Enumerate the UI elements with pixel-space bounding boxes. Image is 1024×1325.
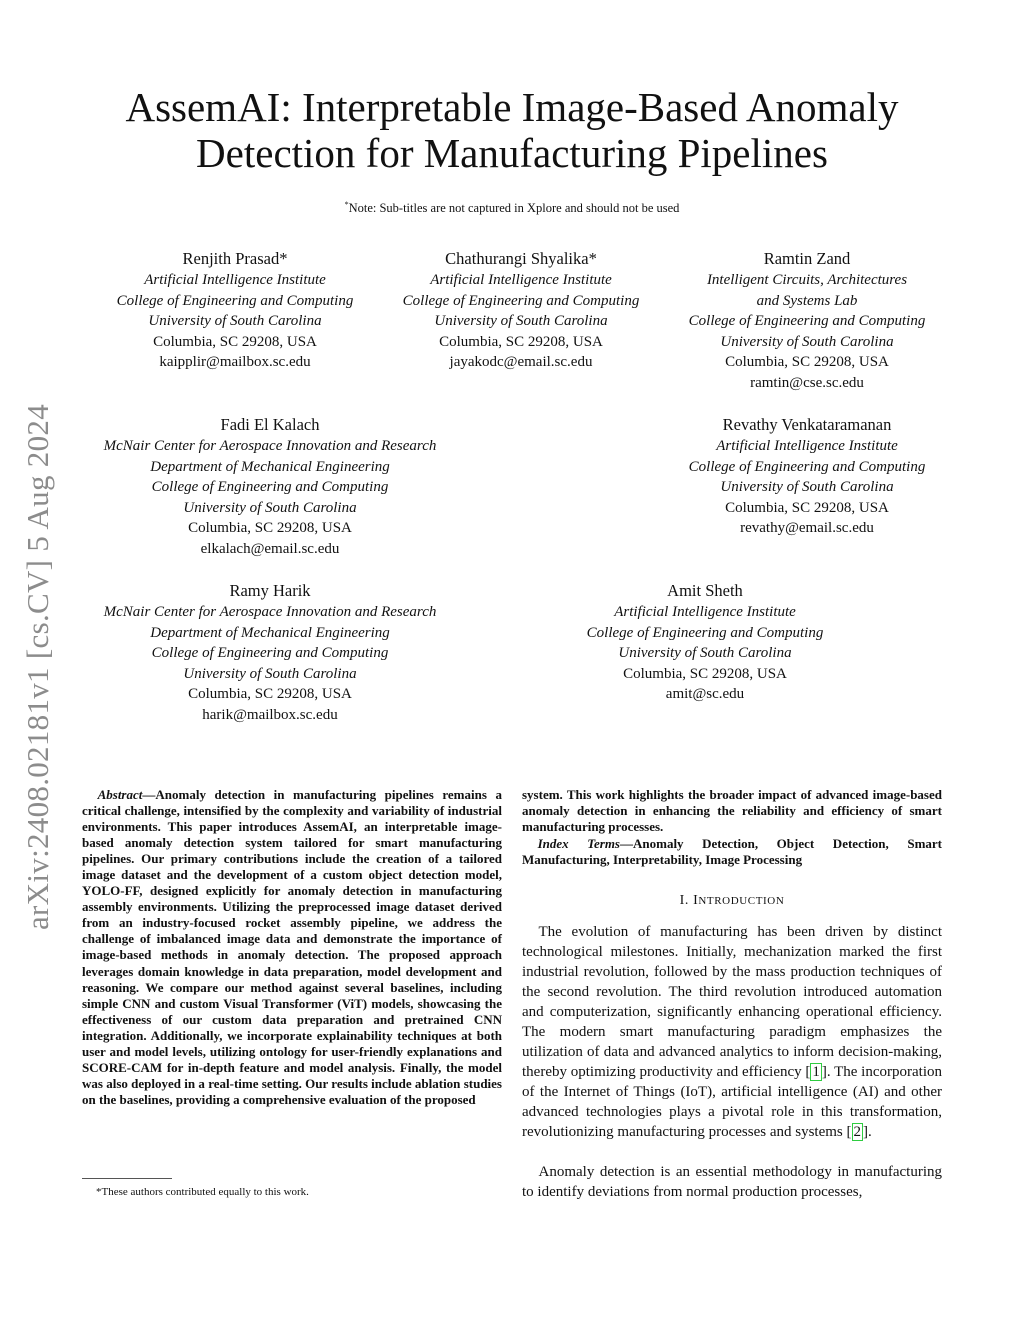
author-location: Columbia, SC 29208, USA <box>623 665 787 682</box>
author-block <box>662 248 952 394</box>
author-affiliation: Artificial Intelligence Institute <box>716 438 898 454</box>
author-affiliation: University of South Carolina <box>183 499 357 516</box>
intro-paragraph <box>522 922 942 1143</box>
author-email[interactable]: elkalach@email.sc.edu <box>200 540 340 557</box>
author-block <box>662 414 952 539</box>
author-name: Fadi El Kalach <box>220 415 320 434</box>
author-affiliation: Artificial Intelligence Institute <box>144 272 326 288</box>
author-affiliation: Artificial Intelligence Institute <box>430 272 612 288</box>
section-title-initial: I <box>693 893 699 908</box>
author-affiliation: College of Engineering and Computing <box>688 458 926 475</box>
author-name: Revathy Venkataramanan <box>722 415 892 434</box>
author-email[interactable]: amit@sc.edu <box>665 686 745 703</box>
intro-text: ]. The incorporation of the Internet of Things (IoT), artificial intelligence (AI) and other advanced technologies plays a pivotal role in this transformation, revolutionizing manufacturing processes and systems [ <box>522 1064 942 1141</box>
author-name: Ramtin Zand <box>763 249 851 268</box>
author-location: Columbia, SC 29208, USA <box>725 354 889 371</box>
author-location: Columbia, SC 29208, USA <box>439 333 603 350</box>
author-affiliation: University of South Carolina <box>720 333 894 350</box>
author-location: Columbia, SC 29208, USA <box>725 499 889 516</box>
author-affiliation: College of Engineering and Computing <box>688 313 926 330</box>
index-terms <box>522 836 942 868</box>
title-line-2: Detection for Manufacturing Pipelines <box>196 130 828 176</box>
abstract-continuation: system. This work highlights the broader impact of advanced image-based anomaly detection in enhancing the reliability and efficiency of smart manufacturing processes. <box>522 787 942 835</box>
index-terms-label: Index Terms <box>537 836 620 851</box>
author-affiliation: and Systems Lab <box>756 292 858 309</box>
paper-title <box>90 84 934 176</box>
author-location: Columbia, SC 29208, USA <box>188 686 352 703</box>
section-number: I. <box>679 893 689 908</box>
abstract-text: —Anomaly detection in manufacturing pipelines remains a critical challenge, intensified by the complexity and variability of industrial environments. This paper introduces AssemAI, an interpretable image-based anomaly detection system tailored for smart manufacturing pipelines. Our primary contributions include the creation of a tailored image dataset and the development of a custom object detection model, YOLO-FF, designed explicitly for anomaly detection in manufacturing assembly environments. Utilizing the preprocessed image dataset derived from an industry-focused rocket assembly pipeline, we address the challenge of imbalanced image data and demonstrate the importance of image-based methods in anomaly detection. The proposed approach leverages domain knowledge in data preparation, model development and reasoning. We compare our method against several baselines, including simple CNN and custom Visual Transformer (ViT) models, showcasing the effectiveness of our custom data preparation and pretrained CNN integration. Additionally, we incorporate explainability techniques at both user and model levels, utilizing ontology for user-friendly explanations and SCORE-CAM for in-depth feature and model analysis. Finally, the model was also deployed in a real-time setting. Our results include ablation studies on the baselines, providing a comprehensive evaluation of the proposed <box>82 787 502 1107</box>
author-affiliation: Intelligent Circuits, Architectures <box>706 272 908 288</box>
author-name: Ramy Harik <box>229 581 311 600</box>
author-email[interactable]: revathy@email.sc.edu <box>740 520 874 537</box>
title-line-1: AssemAI: Interpretable Image-Based Anomaly <box>125 84 899 130</box>
author-affiliation: McNair Center for Aerospace Innovation and Research <box>103 604 437 620</box>
author-block <box>70 580 470 726</box>
author-block <box>90 248 380 373</box>
author-affiliation: College of Engineering and Computing <box>151 645 389 662</box>
subtitle-note <box>200 200 824 216</box>
author-affiliation: Department of Mechanical Engineering <box>150 458 390 475</box>
intro-paragraph: Anomaly detection is an essential methodology in manufacturing to identify deviations from normal production processes, <box>522 1164 942 1201</box>
intro-text: The evolution of manufacturing has been driven by distinct technological milestones. Initially, mechanization marked the first industrial revolution, followed by the mass production techniques of the second revolution. The third revolution introduced automation and computerization, significantly enhancing operational efficiency. The modern smart manufacturing paradigm emphasizes the utilization of data and advanced analytics to inform decision-making, thereby optimizing productivity and efficiency [ <box>522 924 942 1081</box>
author-block <box>560 580 850 705</box>
author-affiliation: College of Engineering and Computing <box>402 292 640 309</box>
author-email[interactable]: harik@mailbox.sc.edu <box>202 706 338 723</box>
author-block <box>70 414 470 560</box>
author-affiliation: University of South Carolina <box>434 313 608 330</box>
author-affiliation: University of South Carolina <box>148 313 322 330</box>
index-terms-text: —Anomaly Detection, Object Detection, Smart Manufacturing, Interpretability, Image Processing <box>522 836 943 868</box>
note-marker: * <box>344 200 349 209</box>
author-name: Amit Sheth <box>667 581 743 600</box>
author-location: Columbia, SC 29208, USA <box>188 520 352 537</box>
section-heading <box>522 893 942 909</box>
intro-text: ]. <box>863 1124 872 1141</box>
author-name: Chathurangi Shyalika* <box>445 249 597 268</box>
author-affiliation: University of South Carolina <box>183 665 357 682</box>
author-affiliation: Artificial Intelligence Institute <box>614 604 796 620</box>
abstract <box>82 787 502 1108</box>
author-email[interactable]: kaipplir@mailbox.sc.edu <box>159 354 311 371</box>
note-text: Note: Sub-titles are not captured in Xplore and should not be used <box>348 201 680 216</box>
arxiv-identifier: arXiv:2408.02181v1 [cs.CV] 5 Aug 2024 <box>20 403 55 930</box>
author-email[interactable]: jayakodc@email.sc.edu <box>449 354 593 371</box>
author-affiliation: College of Engineering and Computing <box>151 479 389 496</box>
footnote: *These authors contributed equally to this work. <box>96 1186 309 1198</box>
author-email[interactable]: ramtin@cse.sc.edu <box>750 374 864 391</box>
abstract-label: Abstract <box>97 787 143 802</box>
footnote-divider <box>82 1178 172 1179</box>
author-location: Columbia, SC 29208, USA <box>153 333 317 350</box>
section-title-rest: NTRODUCTION <box>698 895 785 907</box>
citation-link[interactable]: 1 <box>812 1064 820 1081</box>
author-affiliation: University of South Carolina <box>720 479 894 496</box>
author-affiliation: University of South Carolina <box>618 645 792 662</box>
author-block <box>376 248 666 373</box>
author-affiliation: Department of Mechanical Engineering <box>150 624 390 641</box>
author-affiliation: McNair Center for Aerospace Innovation and Research <box>103 438 437 454</box>
citation-link[interactable]: 2 <box>853 1124 862 1141</box>
author-name: Renjith Prasad* <box>182 249 288 268</box>
author-affiliation: College of Engineering and Computing <box>116 292 354 309</box>
author-affiliation: College of Engineering and Computing <box>586 624 824 641</box>
